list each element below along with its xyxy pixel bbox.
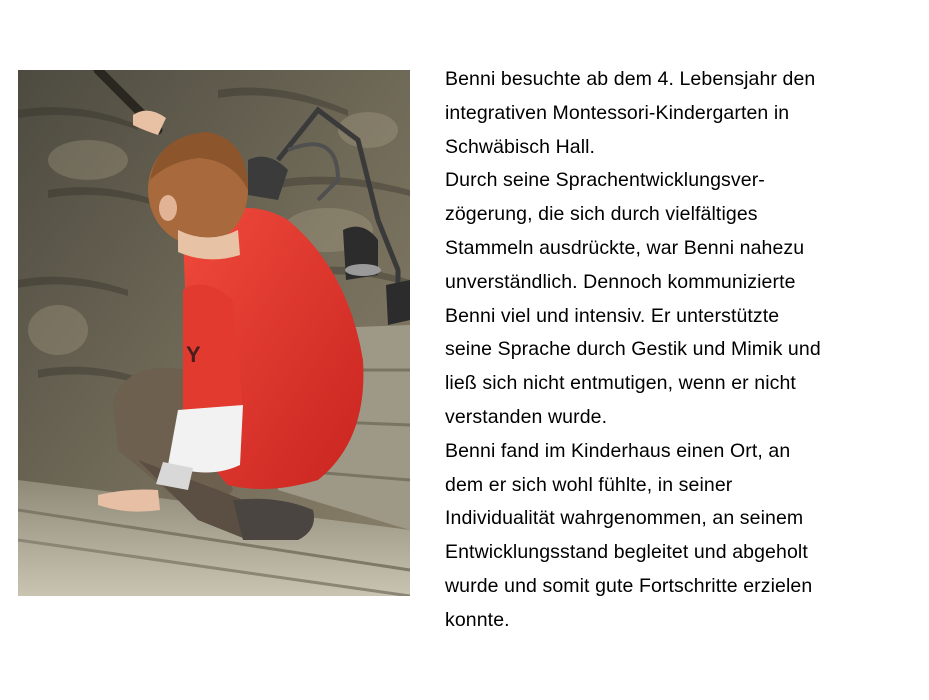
description-text	[445, 63, 915, 638]
svg-text:Y: Y	[186, 342, 201, 367]
text-line: Schwäbisch Hall.	[445, 135, 596, 158]
text-line: dem er sich wohl fühlte, in seiner	[445, 473, 733, 496]
text-line: Benni besuchte ab dem 4. Lebensjahr den	[445, 68, 816, 90]
text-line: unverständlich. Dennoch kommunizierte	[445, 270, 796, 293]
text-line: konnte.	[445, 608, 510, 631]
text-line: Durch seine Sprachentwicklungsver-	[445, 169, 765, 192]
text-line: integrativen Montessori-Kindergarten in	[445, 101, 790, 124]
text-line: Stammeln ausdrückte, war Benni nahezu	[445, 236, 805, 259]
text-line: verstanden wurde.	[445, 405, 608, 428]
text-line: Entwicklungsstand begleitet und abgeholt	[445, 541, 808, 564]
text-line: ließ sich nicht entmutigen, wenn er nicht	[445, 372, 796, 395]
text-line: Benni viel und intensiv. Er unterstützte	[445, 304, 780, 327]
text-line: Benni fand im Kinderhaus einen Ort, an	[445, 439, 791, 462]
text-line: wurde und somit gute Fortschritte erzielen	[445, 574, 813, 597]
text-line: seine Sprache durch Gestik und Mimik und	[445, 338, 821, 361]
text-line: zögerung, die sich durch vielfältiges	[445, 203, 758, 226]
photo-boy-on-steps	[18, 70, 410, 596]
text-line: Individualität wahrgenommen, an seinem	[445, 507, 804, 530]
